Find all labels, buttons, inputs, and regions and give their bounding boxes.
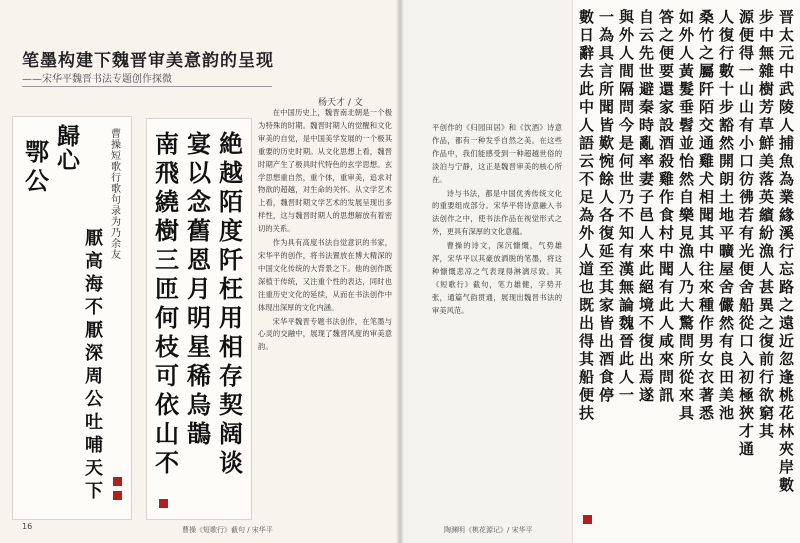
scroll-column: 答之便要還家設酒殺雞作食村中聞有此人咸來問訊	[659, 8, 675, 404]
scroll-column: 鄂公	[25, 137, 49, 195]
scroll-column: 與外人間隔問今是何世乃不知有漢無論魏晉此人一	[619, 8, 635, 404]
artwork-caption: 曹操《短歌行》截句 / 宋华平	[182, 526, 273, 534]
paragraph: 曹操的诗文，深沉慷慨，气势雄浑，宋华平以其豪放洒脱的笔墨，将这种慷慨悲凉之气表现得淋漓尽致。其《短歌行》截句，笔力雄健，字势开张，通篇气韵贯通，展现出魏晋书法的审美风范。	[432, 241, 562, 315]
seal-stamp	[113, 477, 122, 486]
paragraph: 平创作的《归园田居》和《饮酒》诗意作品，都有一种发乎自然之美。在这些作品中，我们能感受到一种超越世俗的淡泊与宁静，这正是魏晋审美的核心所在。	[432, 123, 562, 184]
scroll-column: 自云先世避秦時亂率妻子邑人來此絕境不復出焉遂	[639, 8, 655, 404]
article-subtitle: ——宋华平魏晋书法专题创作探微	[22, 74, 172, 85]
artwork-caption: 陶渊明《桃花源记》/ 宋华平	[444, 526, 533, 534]
scroll-column: 步中無雜樹芳草鮮美落英繽紛漁人甚異之復前行欲窮其	[759, 8, 775, 440]
right-page	[400, 0, 800, 543]
scroll-column: 絶越陌度阡枉用相存契阔谈	[219, 129, 243, 477]
calligraphy-scroll-small	[12, 116, 132, 520]
seal-stamp	[113, 491, 122, 500]
calligraphy-scroll-right	[572, 0, 800, 543]
book-gutter	[396, 0, 404, 543]
scroll-column: 南飛繞樹三匝何枝可依山不	[155, 129, 179, 477]
scroll-column: 厭高海不厭深周公吐哺天下	[85, 228, 103, 502]
paragraph: 在中国历史上，魏晋南北朝是一个极为特殊的时期。魏晋时期人的觉醒和文化审美的自觉，是中国美学发展的一个极其重要的历史时期。从文化思想上看，魏晋时期产生了极具时代特色的玄学思想。玄学思想重自然，重个体，重审美，追求对物欲的超越，对生命的关怀。从文学艺术上看，魏晋时期文学艺术的发展呈现出多样性，这与魏晋时期人的思想解放有着密切的关系。	[258, 108, 392, 234]
article-title: 笔墨构建下魏晋审美意韵的呈现	[22, 51, 274, 71]
scroll-column: 如外人黃髮垂髫並怡然自樂見漁人乃大驚問所從來具	[679, 8, 695, 422]
seal-stamp	[159, 499, 168, 508]
scroll-column: 桑竹之屬阡陌交通雞犬相聞其中往來種作男女衣著悉	[699, 8, 715, 422]
scroll-column: 源便得一山山有小口彷彿若有光便舍船從口入初極狹才通	[739, 8, 755, 458]
scroll-column: 歸心	[57, 123, 80, 174]
calligraphy-scroll-main	[146, 118, 252, 520]
paragraph: 宋华平魏晋专题书法创作，在笔墨与心灵的交融中，展现了魏晋风度的审美意韵。	[258, 316, 392, 352]
body-column-1	[258, 107, 392, 527]
paragraph: 作为具有高度书法自觉意识的书家，宋华平的创作，将书法置放在博大精深的中国文化传统的大背景之下。他的创作既深植于传统，又注重个性的表达，同时也注重历史文化的延续，从而在书法创作中体现出深厚的文化内涵。	[258, 238, 392, 312]
scroll-column: 宴以念舊恩月明星稀烏鵲	[187, 129, 211, 448]
scroll-column: 晋太元中武陵人捕魚為業緣溪行忘路之遠近忽逢桃花林夾岸數	[779, 8, 795, 494]
title-divider	[22, 86, 272, 87]
article-author: 杨天才 / 文	[318, 98, 363, 108]
scroll-column: 人復行數十步豁然開朗土地平曠屋舍儼然有良田美池	[719, 8, 735, 422]
paragraph: 诗与书法，都是中国优秀传统文化的重要组成部分。宋华平将诗意融入书法创作之中，使书法作品在视觉形式之外，更具有深厚的文化意蕴。	[432, 188, 562, 237]
scroll-column: 一為具言所聞皆歎惋餘人各復延至其家皆出酒食停	[599, 8, 615, 404]
page-number: 16	[22, 522, 33, 531]
scroll-column: 曹操短歌行歌句录为乃余友	[111, 129, 121, 261]
scroll-column: 數日辭去此中人語云不足為外人道也既出得其船便扶	[579, 8, 595, 422]
seal-stamp	[583, 515, 592, 524]
body-column-2	[432, 122, 562, 532]
